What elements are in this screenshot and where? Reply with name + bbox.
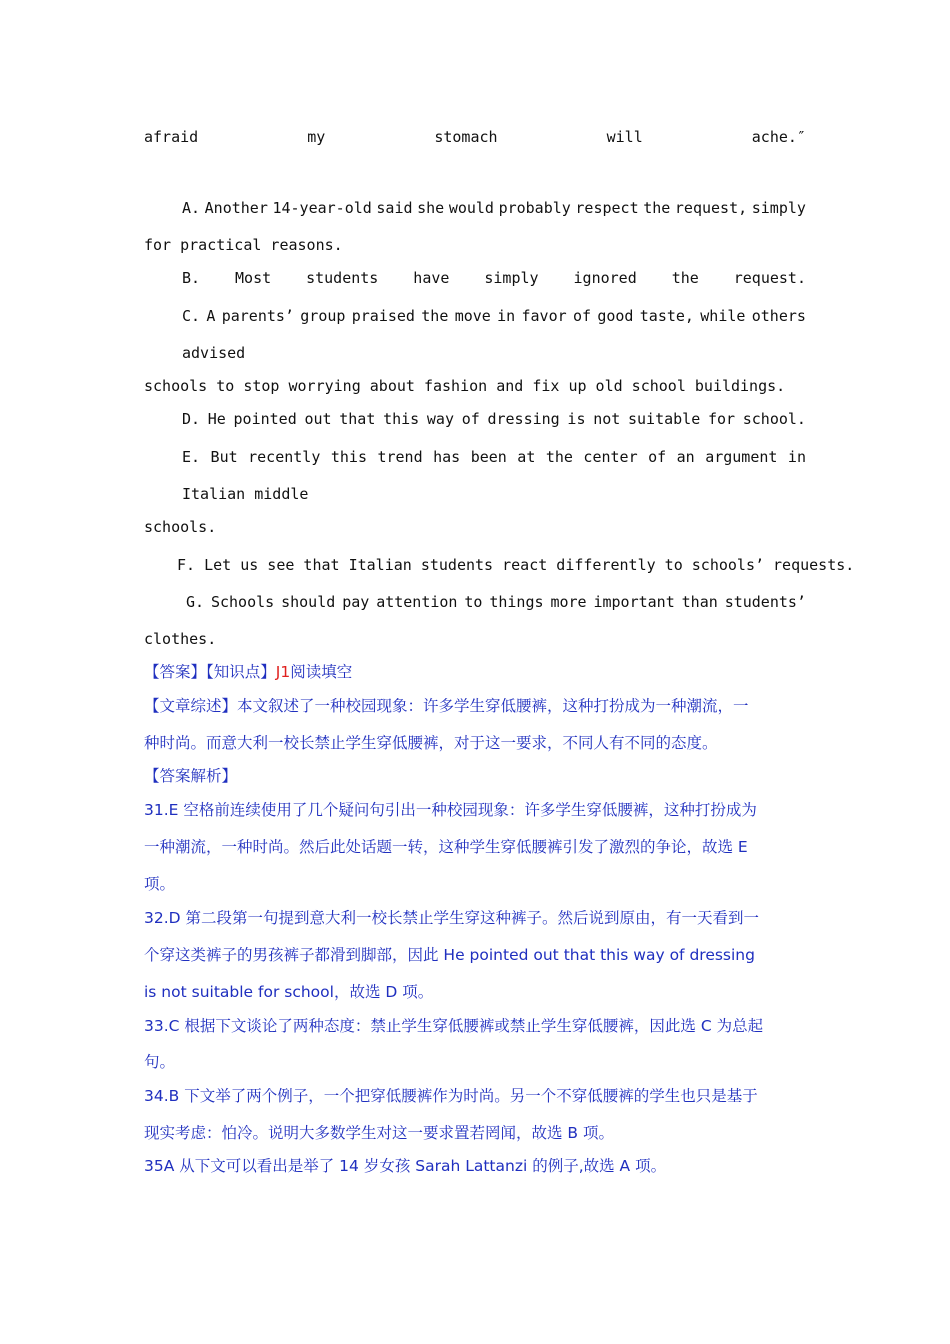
option-g-line1-word: pay (342, 593, 370, 611)
passage-line-afraid-word: will (606, 128, 643, 146)
passage-line-afraid-word: my (307, 128, 326, 146)
option-b-word: students (306, 269, 379, 287)
q32-line3: is not suitable for school，故选 D 项。 (144, 983, 434, 1001)
option-d-word: pointed (233, 410, 297, 428)
option-e-line1-word: the (545, 448, 573, 466)
option-c-line1-word: others (751, 307, 806, 325)
q33-line1: 33.C 根据下文谈论了两种态度：禁止学生穿低腰裤或禁止学生穿低腰裤，因此选 C 为总起 (144, 1017, 764, 1035)
option-a-line1-word: request, (674, 199, 748, 217)
option-e-line1-word: has (433, 448, 461, 466)
option-b-word: simply (484, 269, 539, 287)
option-c-line1-word: move (454, 307, 491, 325)
option-e-line1-word: E. (182, 448, 201, 466)
option-a-line1-word: respect (575, 199, 639, 217)
option-c-line1-word: praised (351, 307, 415, 325)
option-d-word: school. (742, 410, 806, 428)
option-d-word: is (567, 410, 586, 428)
knowledge-tag: 【知识点】 (206, 663, 276, 681)
option-d-word: of (461, 410, 480, 428)
option-a-line1-word: probably (498, 199, 571, 217)
summary-line2: 种时尚。而意大利一校长禁止学生穿低腰裤，对于这一要求，不同人有不同的态度。 (144, 734, 718, 752)
summary-line1 (144, 696, 806, 716)
option-c-line1-word: parents’ (221, 307, 294, 325)
option-c-line2: advised (182, 344, 246, 362)
passage-line-afraid-word: stomach (434, 128, 498, 146)
knowledge-code: J1 (275, 663, 291, 681)
option-b-word: ignored (573, 269, 637, 287)
knowledge-text: 阅读填空 (290, 663, 353, 681)
option-b-word: request. (733, 269, 806, 287)
q31-line2: 一种潮流，一种时尚。然后此处话题一转，这种学生穿低腰裤引发了激烈的争论，故选 E (144, 838, 748, 856)
q34-line2: 现实考虑：怕冷。说明大多数学生对这一要求置若罔闻，故选 B 项。 (144, 1124, 614, 1142)
option-c-line3: schools to stop worrying about fashion and fix up old school buildings. (144, 377, 786, 395)
option-g-line1-word: to (464, 593, 483, 611)
option-e-line1-word: argument (705, 448, 778, 466)
option-e-line1-word: But (210, 448, 238, 466)
option-d-word: He (207, 410, 226, 428)
option-c-line1-word: favor (521, 307, 567, 325)
option-e-line1-word: of (648, 448, 667, 466)
option-d-word: that (339, 410, 376, 428)
passage-line-afraid (144, 127, 806, 147)
option-e-line1-word: center (583, 448, 638, 466)
option-g-line1-word: Schools (210, 593, 275, 611)
option-c-line1 (182, 306, 806, 326)
option-c-line1-word: group (300, 307, 346, 325)
q32-line1: 32.D 第二段第一句提到意大利一校长禁止学生穿这种裤子。然后说到原由，有一天看到一 (144, 909, 760, 927)
option-e-line1-word: this (330, 448, 367, 466)
option-e-line1-word: trend (377, 448, 423, 466)
option-g-line1-word: things (489, 593, 544, 611)
summary-tag: 【文章综述】 (144, 697, 238, 715)
option-a-line1-word: simply (751, 199, 806, 217)
option-b-word: Most (235, 269, 272, 287)
option-d-word: not (593, 410, 621, 428)
option-d-word: D. (182, 410, 201, 428)
option-c-line1-word: while (700, 307, 746, 325)
option-a-line1-word: 14-year-old (272, 199, 372, 217)
passage-line-afraid-word: afraid (144, 128, 199, 146)
option-c-line1-word: A (206, 307, 216, 325)
option-a-line1-word: Another (204, 199, 268, 217)
option-g-line1-word: than (681, 593, 718, 611)
option-g-line1-word: G. (186, 593, 205, 611)
q35-line1: 35A 从下文可以看出是举了 14 岁女孩 Sarah Lattanzi 的例子,故选 A 项。 (144, 1157, 667, 1175)
q34-line1: 34.B 下文举了两个例子，一个把穿低腰裤作为时尚。另一个不穿低腰裤的学生也只是基于 (144, 1087, 758, 1105)
answer-header-line (144, 662, 806, 682)
summary-text-1: 本文叙述了一种校园现象：许多学生穿低腰裤，这种打扮成为一种潮流，一 (237, 697, 749, 715)
option-e-line1-word: at (517, 448, 536, 466)
q31-line1: 31.E 空格前连续使用了几个疑问句引出一种校园现象：许多学生穿低腰裤，这种打扮成为 (144, 801, 757, 819)
option-g-line2: clothes. (144, 630, 217, 648)
option-d-word: out (304, 410, 332, 428)
option-g-line1-word: students’ (724, 593, 806, 611)
option-e-line2: Italian middle (182, 485, 309, 503)
option-c-line1-word: taste, (639, 307, 694, 325)
option-a-line2: for practical reasons. (144, 236, 343, 254)
option-e-line1 (182, 447, 806, 467)
analysis-tag: 【答案解析】 (144, 767, 238, 785)
option-d-word: this (383, 410, 420, 428)
option-b (182, 268, 806, 288)
option-e-line1-word: recently (248, 448, 321, 466)
option-c-line1-word: the (421, 307, 449, 325)
option-e-line3: schools. (144, 518, 217, 536)
option-d (182, 409, 806, 429)
option-d-word: dressing (487, 410, 560, 428)
option-a-line1-word: A. (182, 199, 201, 217)
option-g-line1 (186, 592, 806, 612)
option-d-word: suitable (627, 410, 701, 428)
option-a-line1-word: would (448, 199, 494, 217)
option-g-line1-word: important (593, 593, 675, 611)
q32-line2: 个穿这类裤子的男孩裤子都滑到脚部，因此 He pointed out that this way of dressing (144, 946, 755, 964)
option-c-line1-word: good (597, 307, 634, 325)
option-a-line1-word: she (417, 199, 445, 217)
passage-line-afraid-word: ache.″ (751, 128, 806, 146)
answer-tag: 【答案】 (144, 663, 207, 681)
option-c-line1-word: of (572, 307, 592, 325)
option-c-line1-word: in (497, 307, 516, 325)
option-g-line1-word: attention (376, 593, 458, 611)
option-b-word: have (413, 269, 450, 287)
option-f: F. Let us see that Italian students react differently to schools’ requests. (177, 556, 855, 574)
q31-line3: 项。 (144, 875, 176, 893)
option-b-word: the (671, 269, 699, 287)
option-a-line1-word: the (643, 199, 671, 217)
option-e-line1-word: an (676, 448, 695, 466)
option-d-word: for (707, 410, 736, 428)
option-g-line1-word: should (281, 593, 336, 611)
option-c-line1-word: C. (182, 307, 201, 325)
q33-line2: 句。 (144, 1053, 176, 1071)
option-b-word: B. (182, 269, 201, 287)
option-e-line1-word: in (787, 448, 806, 466)
option-d-word: way (426, 410, 454, 428)
option-e-line1-word: been (470, 448, 507, 466)
option-a-line1-word: said (376, 199, 413, 217)
option-g-line1-word: more (550, 593, 587, 611)
option-a-line1 (182, 198, 806, 218)
